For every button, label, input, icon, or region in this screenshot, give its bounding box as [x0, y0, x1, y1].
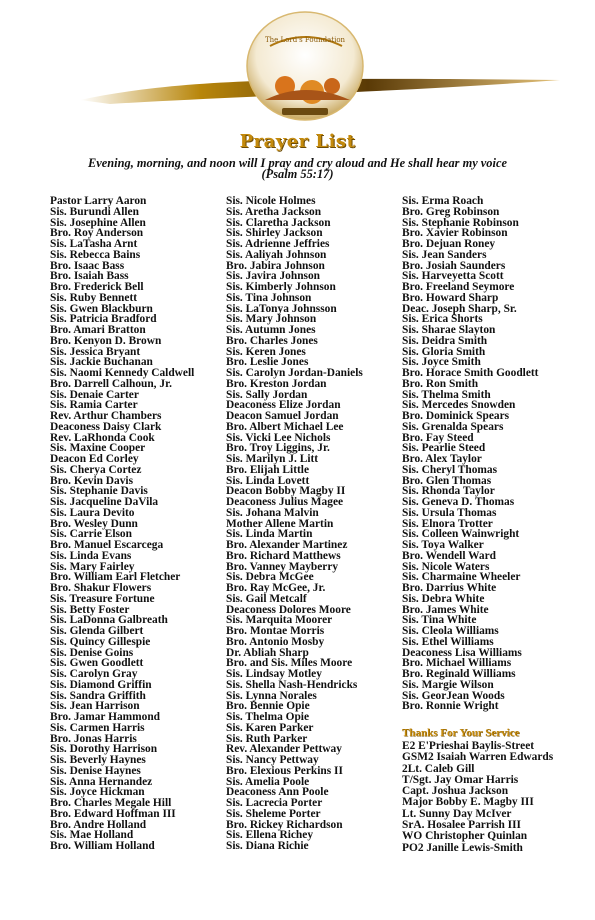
list-item: Sis. Debra McGee: [226, 571, 314, 584]
list-item: Sis. Marilyn J. Litt: [226, 453, 319, 465]
list-item: Sis. Gwen Goodlett: [50, 657, 144, 670]
list-item: Sis. GeorJean Woods: [402, 689, 505, 702]
list-item: Bro. Ray McGee, Jr.: [226, 582, 326, 594]
list-item: Bro. Edward Hoffman III: [50, 807, 176, 820]
names-column-3: [402, 196, 538, 712]
list-item: Sis. Claretha Jackson: [226, 216, 331, 229]
list-item: Sis. Sheleme Porter: [226, 807, 321, 820]
list-item: Sis. Aretha Jackson: [226, 205, 322, 218]
scripture-verse: [20, 158, 575, 180]
list-item: T/Sgt. Jay Omar Harris: [402, 773, 519, 786]
list-item: Sis. Nancy Pettway: [226, 754, 319, 766]
list-item: Deacon Samuel Jordan: [226, 410, 339, 422]
list-item: Sis. Gwen Blackburn: [50, 302, 153, 315]
list-item: Bro. Isaac Bass: [50, 259, 125, 272]
list-item: Sis. Deidra Smith: [402, 334, 488, 347]
list-item: Sis. Patricia Bradford: [50, 313, 157, 326]
list-item: Sis. Sharae Slayton: [402, 324, 496, 336]
list-item: Sis. Nicole Holmes: [226, 195, 316, 207]
list-item: Bro. Ronnie Wright: [402, 700, 499, 713]
list-item: Sis. Johana Malvin: [226, 506, 319, 519]
list-item: Sis. Sandra Griffith: [50, 689, 146, 702]
list-item: Sis. Cherya Cortez: [50, 463, 142, 476]
list-item: Bro. Elijah Little: [226, 463, 310, 476]
list-item: Rev. Alexander Pettway: [226, 743, 342, 756]
list-item: Sis. Javira Johnson: [226, 270, 321, 283]
list-item: Sis. Carolyn Jordan-Daniels: [226, 367, 363, 379]
list-item: Sis. Gail Metcalf: [226, 592, 307, 605]
list-item: Deaconess Dolores Moore: [226, 603, 351, 616]
list-item: Bro. Charles Megale Hill: [50, 797, 172, 809]
list-item: Bro. Vanney Mayberry: [226, 560, 339, 573]
list-item: Bro. Alexander Martinez: [226, 539, 348, 551]
list-item: Sis. Beverly Haynes: [50, 754, 146, 766]
list-item: Sis. Jackie Buchanan: [50, 356, 153, 369]
list-item: Deaconess Elize Jordan: [226, 399, 341, 412]
list-item: Bro. Leslie Jones: [226, 356, 309, 369]
list-item: Sis. Laura Devito: [50, 506, 135, 519]
list-item: Sis. LaTasha Arnt: [50, 238, 138, 250]
list-item: Bro. William Holland: [50, 840, 155, 852]
list-item: Sis. Aaliyah Johnson: [226, 248, 327, 261]
list-item: Bro. Rickey Richardson: [226, 818, 343, 831]
logo-text: The Lord's Foundation: [264, 36, 346, 44]
list-item: Sis. Thelma Smith: [402, 388, 491, 401]
list-item: Sis. Mary Johnson: [226, 313, 317, 326]
list-item: Sis. Stephanie Davis: [50, 485, 148, 498]
list-item: GSM2 Isaiah Warren Edwards: [402, 751, 554, 764]
list-item: Bro. Darrell Calhoun, Jr.: [50, 377, 172, 390]
list-item: Bro. Andre Holland: [50, 818, 147, 831]
list-item: Bro. Dejuan Roney: [402, 238, 496, 250]
list-item: Sis. Linda Lovett: [226, 474, 310, 487]
list-item: Sis. Diana Richie: [226, 840, 309, 852]
list-item: Sis. Toya Walker: [402, 539, 484, 551]
list-item: Sis. Jacqueline DaVila: [50, 496, 159, 508]
list-item: Sis. Colleen Wainwright: [402, 528, 520, 541]
list-item: Sis. Erma Roach: [402, 195, 484, 207]
list-item: Sis. Adrienne Jeffries: [226, 238, 330, 250]
list-item: Deacon Bobby Magby II: [226, 485, 346, 498]
list-item: Sis. Dorothy Harrison: [50, 743, 158, 756]
list-item: Bro. Frederick Bell: [50, 281, 144, 293]
verse-reference: (Psalm 55:17): [261, 167, 334, 181]
list-item: PO2 Janille Lewis-Smith: [402, 841, 523, 854]
list-item: Sis. Carolyn Gray: [50, 668, 138, 680]
list-item: Sis. Jean Harrison: [50, 700, 140, 713]
list-item: Sis. Linda Evans: [50, 549, 132, 562]
list-item: Bro. Freeland Seymore: [402, 281, 515, 293]
list-item: Sis. Erica Shorts: [402, 313, 483, 326]
list-item: Bro. Dominick Spears: [402, 410, 510, 422]
list-item: Major Bobby E. Magby III: [402, 796, 534, 809]
names-column-2: [226, 196, 363, 852]
list-item: Sis. Ellena Richey: [226, 829, 314, 842]
list-item: Sis. Denise Goins: [50, 646, 134, 659]
list-item: Sis. Grenalda Spears: [402, 420, 504, 433]
list-item: Sis. Carmen Harris: [50, 721, 145, 734]
list-item: Deac. Joseph Sharp, Sr.: [402, 302, 517, 315]
list-item: Sis. Burundi Allen: [50, 205, 139, 218]
list-item: Sis. Gloria Smith: [402, 345, 486, 358]
list-item: Sis. Josephine Allen: [50, 216, 146, 229]
list-item: Sis. Shella Nash-Hendricks: [226, 678, 358, 691]
list-item: Sis. Linda Martin: [226, 528, 313, 541]
list-item: Sis. Cleola Williams: [402, 625, 499, 637]
list-item: Bro. Xavier Robinson: [402, 227, 508, 240]
list-item: Deaconess Ann Poole: [226, 786, 329, 799]
list-item: Sis. Jessica Bryant: [50, 345, 141, 358]
list-item: Mother Allene Martin: [226, 517, 334, 530]
list-item: Bro. Elexious Perkins II: [226, 764, 343, 777]
list-item: Sis. Maxine Cooper: [50, 442, 146, 455]
list-item: Sis. Mae Holland: [50, 829, 134, 842]
list-item: Bro. Richard Matthews: [226, 549, 341, 562]
list-item: Dr. Abliah Sharp: [226, 646, 309, 659]
page-title: Prayer List: [239, 131, 356, 152]
list-item: Sis. Kimberly Johnson: [226, 281, 336, 293]
list-item: Bro. Isaiah Bass: [50, 270, 129, 283]
list-item: Rev. LaRhonda Cook: [50, 431, 155, 444]
list-item: Sis. Glenda Gilbert: [50, 625, 144, 637]
list-item: Sis. Elnora Trotter: [402, 517, 493, 530]
list-item: Sis. Debra White: [402, 592, 485, 605]
list-item: Sis. Harveyetta Scott: [402, 270, 504, 283]
list-item: Sis. Geneva D. Thomas: [402, 496, 515, 508]
list-item: Sis. Quincy Gillespie: [50, 635, 151, 648]
list-item: Sis. Margie Wilson: [402, 678, 494, 691]
globe-emblem: [247, 12, 363, 120]
list-item: Bro. Jamar Hammond: [50, 711, 161, 723]
list-item: Sis. Diamond Griffin: [50, 678, 152, 691]
list-item: Sis. Sally Jordan: [226, 388, 308, 401]
list-item: Bro. Michael Williams: [402, 657, 512, 670]
verse-text: Evening, morning, and noon will I pray and cry aloud and He shall hear my voice: [88, 156, 507, 170]
list-item: Sis. Cheryl Thomas: [402, 463, 498, 476]
list-item: Bro. Fay Steed: [402, 431, 474, 444]
list-item: Bro. Manuel Escarcega: [50, 539, 164, 551]
list-item: Sis. Ruby Bennett: [50, 291, 138, 304]
list-item: Sis. Joyce Smith: [402, 356, 481, 369]
list-item: Sis. Rebecca Bains: [50, 248, 141, 261]
list-item: Sis. Marquita Moorer: [226, 614, 333, 627]
list-item: Sis. LaTonya Johnsson: [226, 302, 337, 315]
church-logo: [20, 8, 575, 133]
list-item: Bro. Horace Smith Goodlett: [402, 367, 539, 379]
list-item: 2Lt. Caleb Gill: [402, 762, 475, 775]
list-item: Sis. Carrie Elson: [50, 528, 132, 541]
list-item: Sis. Lynna Norales: [226, 689, 317, 702]
list-item: Sis. Anna Hernandez: [50, 775, 153, 788]
list-item: Bro. Darrius White: [402, 582, 497, 594]
list-item: Bro. Alex Taylor: [402, 453, 482, 465]
list-item: Bro. Shakur Flowers: [50, 582, 152, 594]
list-item: Sis. Autumn Jones: [226, 324, 316, 336]
list-item: Bro. Howard Sharp: [402, 291, 499, 304]
list-item: Sis. Nicole Waters: [402, 560, 490, 573]
list-item: Sis. Naomi Kennedy Caldwell: [50, 367, 195, 379]
list-item: Bro. Troy Liggins, Jr.: [226, 442, 330, 455]
list-item: Bro. Antonio Mosby: [226, 635, 325, 648]
list-item: Bro. Amari Bratton: [50, 324, 146, 336]
list-item: Bro. Albert Michael Lee: [226, 420, 344, 433]
list-item: E2 E'Prieshai Baylis-Street: [402, 740, 535, 752]
list-item: Sis. Mercedes Snowden: [402, 399, 516, 412]
list-item: Sis. Denise Haynes: [50, 764, 141, 777]
list-item: Sis. Ethel Williams: [402, 635, 494, 648]
list-item: Sis. Lacrecia Porter: [226, 797, 323, 809]
list-item: Deacon Ed Corley: [50, 453, 139, 465]
list-item: Deaconess Julius Magee: [226, 496, 344, 508]
list-item: Bro. Josiah Saunders: [402, 259, 506, 272]
list-item: Sis. Ruth Parker: [226, 732, 308, 745]
list-item: Sis. Jean Sanders: [402, 248, 487, 261]
list-item: Sis. Lindsay Motley: [226, 668, 322, 680]
list-item: Bro. Kreston Jordan: [226, 377, 327, 390]
list-item: Bro. Jonas Harris: [50, 732, 137, 745]
list-item: Bro. James White: [402, 603, 489, 616]
service-names-list: [402, 741, 553, 854]
list-item: Bro. Wesley Dunn: [50, 517, 138, 530]
names-column-1: [50, 196, 194, 852]
list-item: Bro. Greg Robinson: [402, 205, 500, 218]
list-item: Bro. Glen Thomas: [402, 474, 492, 487]
list-item: Sis. Amelia Poole: [226, 775, 310, 788]
list-item: Rev. Arthur Chambers: [50, 410, 162, 422]
list-item: Sis. Betty Foster: [50, 603, 130, 616]
list-item: Bro. Montae Morris: [226, 625, 325, 637]
list-item: Deaconess Lisa Williams: [402, 646, 522, 659]
list-item: Sis. Tina Johnson: [226, 291, 312, 304]
list-item: Bro. Reginald Williams: [402, 668, 516, 680]
list-item: Sis. Ursula Thomas: [402, 506, 497, 519]
pumpkin-icon: [324, 78, 340, 94]
service-heading: Thanks For Your Service: [402, 727, 520, 739]
list-item: Bro. Roy Anderson: [50, 227, 144, 240]
list-item: Bro. Kevin Davis: [50, 474, 134, 487]
list-item: Sis. Thelma Opie: [226, 711, 310, 723]
list-item: Bro. William Earl Fletcher: [50, 571, 181, 584]
list-item: WO Christopher Quinlan: [402, 830, 528, 843]
list-item: Sis. Charmaine Wheeler: [402, 571, 521, 584]
list-item: Bro. Charles Jones: [226, 334, 318, 347]
list-item: Bro. and Sis. Miles Moore: [226, 657, 353, 670]
list-item: Sis. Pearlie Steed: [402, 442, 486, 455]
list-item: Bro. Jabira Johnson: [226, 259, 325, 272]
list-item: Bro. Bennie Opie: [226, 700, 310, 713]
list-item: Sis. Treasure Fortune: [50, 592, 155, 605]
list-item: Capt. Joshua Jackson: [402, 785, 509, 798]
list-item: Sis. Ramia Carter: [50, 399, 138, 412]
list-item: Lt. Sunny Day McIver: [402, 807, 512, 820]
list-item: Deaconess Daisy Clark: [50, 420, 162, 433]
list-item: Sis. Stephanie Robinson: [402, 216, 519, 229]
list-item: Sis. Shirley Jackson: [226, 227, 323, 240]
list-item: Bro. Wendell Ward: [402, 549, 496, 562]
list-item: Sis. Vicki Lee Nichols: [226, 431, 331, 444]
list-item: SrA. Hosalee Parrish III: [402, 819, 521, 832]
list-item: Bro. Ron Smith: [402, 377, 479, 390]
list-item: Bro. Kenyon D. Brown: [50, 334, 162, 347]
list-item: Sis. Denaie Carter: [50, 388, 139, 401]
list-item: Sis. Joyce Hickman: [50, 786, 145, 799]
list-item: Sis. Rhonda Taylor: [402, 485, 495, 498]
list-item: Sis. Tina White: [402, 614, 477, 627]
list-item: Sis. LaDonna Galbreath: [50, 614, 168, 627]
list-item: Pastor Larry Aaron: [50, 195, 147, 207]
list-item: Sis. Karen Parker: [226, 721, 314, 734]
list-item: Sis. Keren Jones: [226, 345, 306, 358]
list-item: Sis. Mary Fairley: [50, 560, 135, 573]
